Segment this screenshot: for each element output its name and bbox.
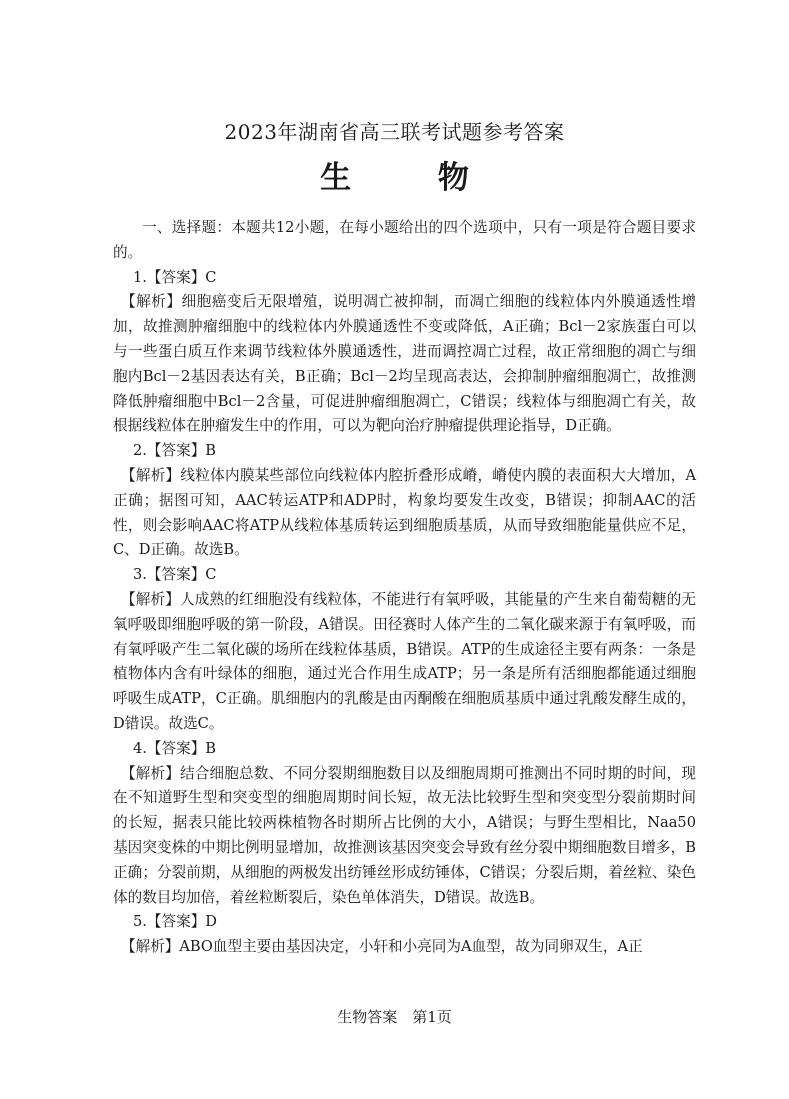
answer-line: 1.【答案】C [133,268,217,286]
answer-line: 2.【答案】B [133,442,217,460]
analysis-paragraph: 【解析】ABO血型主要由基因决定，小轩和小亮同为A血型，故为同卵双生，A正 [121,938,643,956]
answer-content [113,216,696,960]
answer-line: 3.【答案】C [133,566,217,584]
analysis-paragraph: 【解析】人成熟的红细胞没有线粒体，不能进行有氧呼吸，其能量的产生来自葡萄糖的无氧呼吸即细胞呼吸的第一阶段，A错误。田径赛时人体产生的二氧化碳来源于有氧呼吸，而有氧呼吸产生二氧化碳的场所在线粒体基质，B错误。ATP的生成途径主要有两条：一条是植物体内含有叶绿体的细胞，通过光合作用生成ATP；另一条是所有活细胞都能通过细胞呼吸生成ATP，C正确。肌细胞内的乳酸是由丙酮酸在细胞质基质中通过乳酸发酵生成的，D错误。故选C。 [113,590,696,732]
analysis-paragraph: 【解析】细胞癌变后无限增殖，说明凋亡被抑制，而凋亡细胞的线粒体内外膜通透性增加，故推测肿瘤细胞中的线粒体内外膜通透性不变或降低，A正确；Bcl－2家族蛋白可以与一些蛋白质互作来调节线粒体外膜通透性，进而调控凋亡过程，故正常细胞的凋亡与细胞内Bcl－2基因表达有关，B正确；Bcl－2均呈现高表达，会抑制肿瘤细胞凋亡，故推测降低肿瘤细胞中Bcl－2含量，可促进肿瘤细胞凋亡，C错误；线粒体与细胞凋亡有关，故根据线粒体在肿瘤发生中的作用，可以为靶向治疗肿瘤提供理论指导，D正确。 [113,293,696,435]
subject-heading: 生 物 [320,160,507,196]
analysis-paragraph: 【解析】结合细胞总数、不同分裂期细胞数目以及细胞周期可推测出不同时期的时间，现在不知道野生型和突变型的细胞周期时间长短，故无法比较野生型和突变型分裂前期时间的长短，据表只能比较两株植物各时期所占比例的大小，A错误；与野生型相比，Naa50基因突变株的中期比例明显增加，故推测该基因突变会导致有丝分裂中期细胞数目增多，B正确；分裂前期，从细胞的两极发出纺锤丝形成纺锤体，C错误；分裂后期，着丝粒、染色体的数目均加倍，着丝粒断裂后，染色单体消失，D错误。故选B。 [113,764,696,906]
analysis-paragraph: 【解析】线粒体内膜某些部位向线粒体内腔折叠形成嵴，嵴使内膜的表面积大大增加，A正确；据图可知，AAC转运ATP和ADP时，构象均要发生改变，B错误；抑制AAC的活性，则会影响AAC将ATP从线粒体基质转运到细胞质基质，从而导致细胞能量供应不足，C、D正确。故选B。 [113,466,696,559]
answer-line: 5.【答案】D [133,913,217,931]
answer-line: 4.【答案】B [133,739,217,757]
page-footer: 生物答案 第1页 [337,1008,452,1026]
section-intro: 一、选择题：本题共12小题，在每小题给出的四个选项中，只有一项是符合题目要求的。 [113,219,696,261]
document-title: 2023年湖南省高三联考试题参考答案 [224,120,565,144]
